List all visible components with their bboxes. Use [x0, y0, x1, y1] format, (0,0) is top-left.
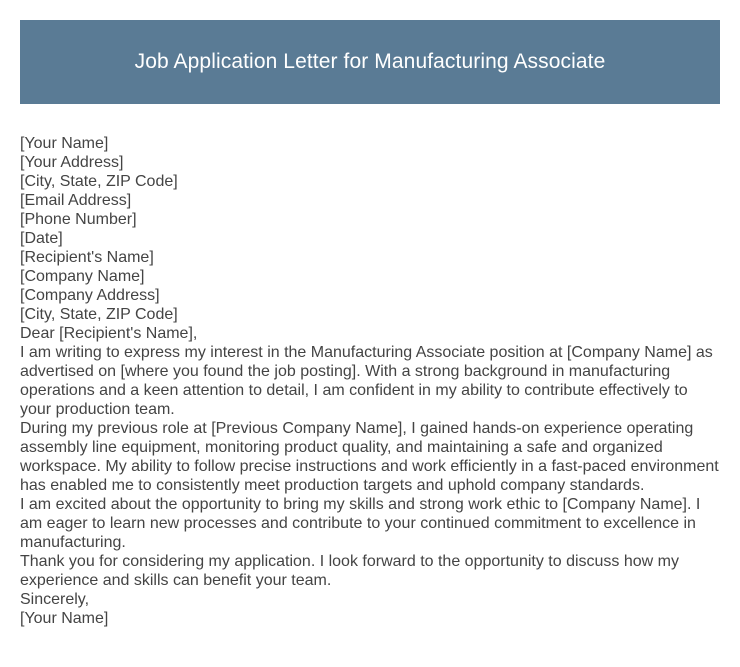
page-title: Job Application Letter for Manufacturing Associate — [134, 50, 606, 73]
title-banner — [20, 20, 720, 104]
recipient-address: [Company Address] — [20, 287, 160, 304]
sender-name: [Your Name] — [20, 135, 109, 152]
letter-body — [20, 134, 720, 628]
paragraph-enthusiasm: I am excited about the opportunity to bring my skills and strong work ethic to [Company Name]. I am eager to learn new processes and contribute to your continued commitment to excellence in manufacturing. — [20, 496, 701, 551]
paragraph-intro: I am writing to express my interest in the Manufacturing Associate position at [Company Name] as advertised on [where you found the job posting]. With a strong background in manufacturing operations and a keen attention to detail, I am confident in my ability to contribute effectively to your production team. — [20, 344, 713, 418]
recipient-company: [Company Name] — [20, 268, 145, 285]
signature: [Your Name] — [20, 610, 109, 627]
closing: Sincerely, — [20, 591, 90, 608]
paragraph-thanks: Thank you for considering my application. I look forward to the opportunity to discuss how my experience and skills can benefit your team. — [20, 553, 679, 589]
sender-city-state-zip: [City, State, ZIP Code] — [20, 173, 178, 190]
recipient-city-state-zip: [City, State, ZIP Code] — [20, 306, 178, 323]
sender-phone: [Phone Number] — [20, 211, 137, 228]
sender-email: [Email Address] — [20, 192, 132, 209]
letter-date: [Date] — [20, 230, 63, 247]
sender-address: [Your Address] — [20, 154, 124, 171]
recipient-name: [Recipient's Name] — [20, 249, 154, 266]
paragraph-experience: During my previous role at [Previous Company Name], I gained hands-on experience operating assembly line equipment, monitoring product quality, and maintaining a safe and organized workspace. My ability to follow precise instructions and work efficiently in a fast-paced environment has enabled me to consistently meet production targets and uphold company standards. — [20, 420, 719, 494]
salutation: Dear [Recipient's Name], — [20, 325, 198, 342]
